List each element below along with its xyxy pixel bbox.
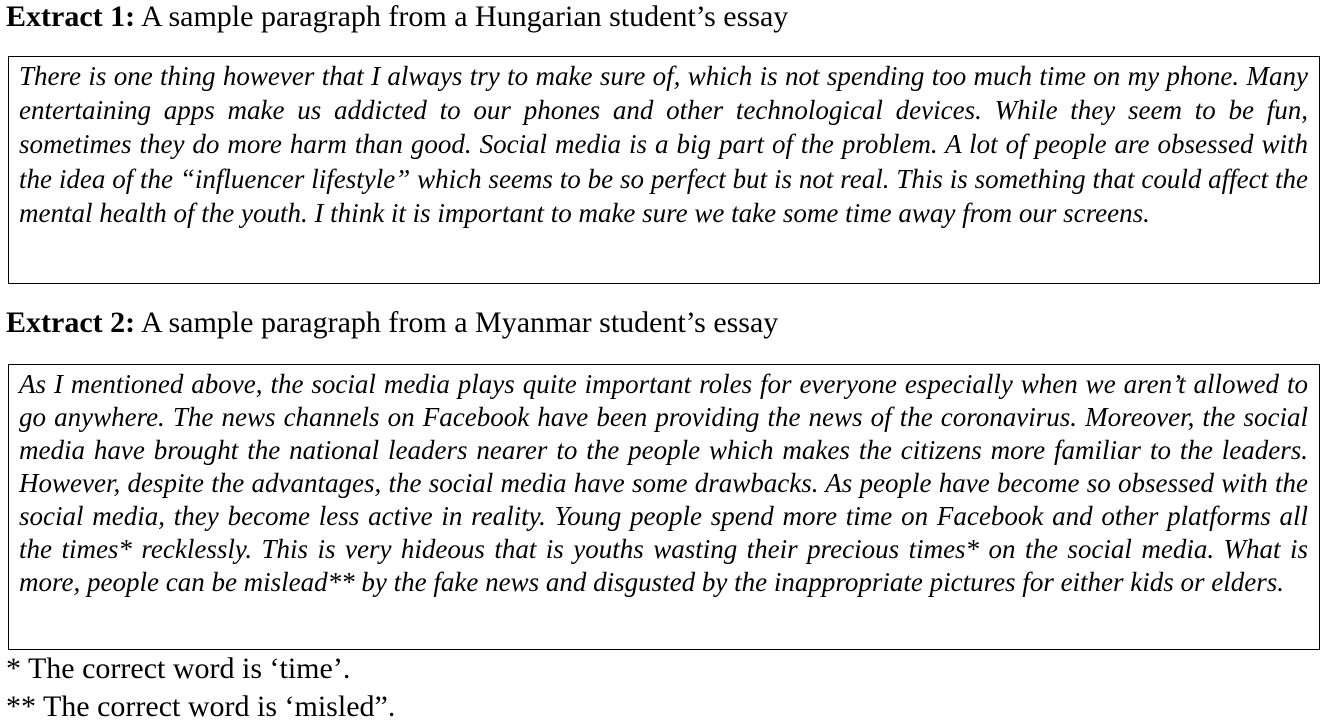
extract-2-box xyxy=(8,364,1320,650)
extract-2-paragraph: As I mentioned above, the social media plays quite important roles for everyone especially when we aren’t allowed to go anywhere. The news channels on Facebook have been providing the news of the coronavirus. Moreover, the social media have brought the national leaders nearer to the people which makes the citizens more familiar to the leaders. However, despite the advantages, the social media have some drawbacks. As people have become so obsessed with the social media, they become less active in reality. Young people spend more time on Facebook and other platforms all the times* recklessly. This is very hideous that is youths wasting their precious times* on the social media. What is more, people can be mislead** by the fake news and disgusted by the inappropriate pictures for either kids or elders. xyxy=(19,369,1308,597)
extract-2-label: Extract 2: xyxy=(6,306,136,339)
extract-2-heading xyxy=(6,306,778,340)
footnote-1: * The correct word is ‘time’. xyxy=(6,652,351,685)
extract-1-paragraph: There is one thing however that I always try to make sure of, which is not spending too much time on my phone. Many entertaining apps make us addicted to our phones and other technological devices. While they seem to be fun, sometimes they do more harm than good. Social media is a big part of the problem. A lot of people are obsessed with the idea of the “influencer lifestyle” which seems to be so perfect but is not real. This is something that could affect the mental health of the youth. I think it is important to make sure we take some time away from our screens. xyxy=(19,61,1308,228)
extract-1-label: Extract 1: xyxy=(6,0,136,33)
footnote-2: ** The correct word is ‘misled”. xyxy=(6,690,396,723)
extract-1-heading xyxy=(6,0,788,34)
extract-1-box xyxy=(8,56,1320,284)
extract-1-title: A sample paragraph from a Hungarian student’s essay xyxy=(135,0,789,33)
extract-2-title: A sample paragraph from a Myanmar student’s essay xyxy=(135,306,779,339)
